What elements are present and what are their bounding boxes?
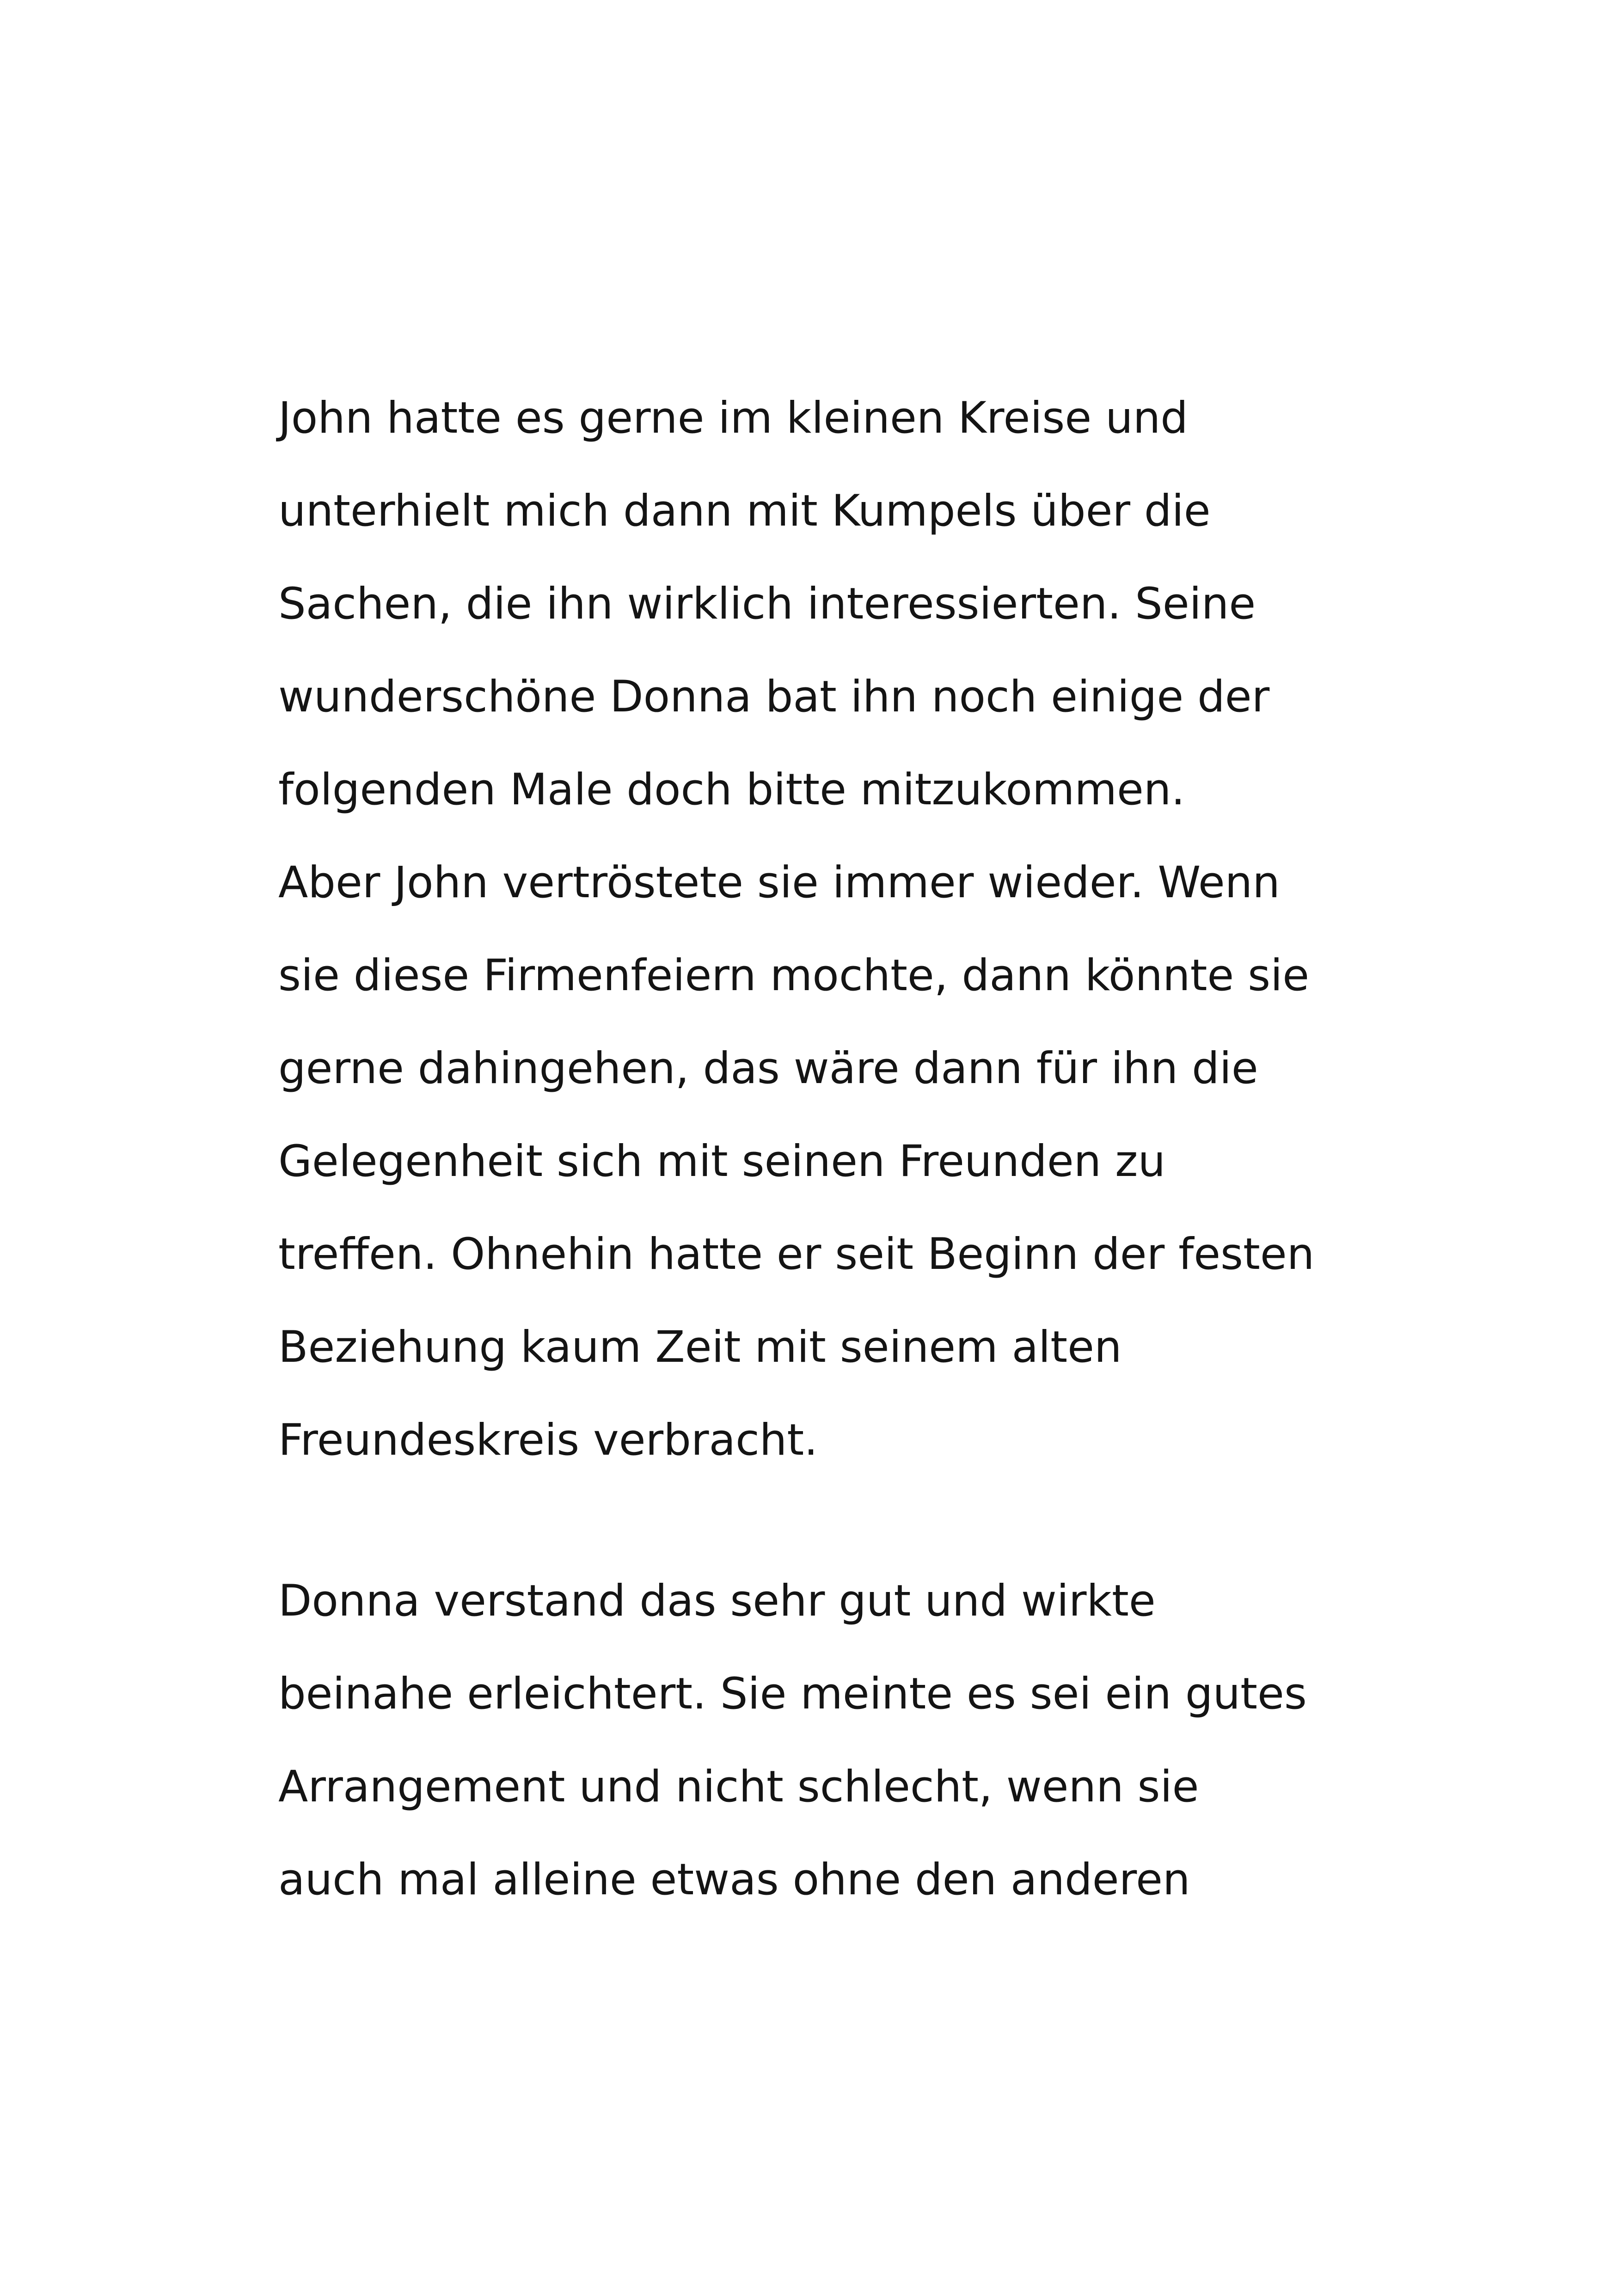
text-line: gerne dahingehen, das wäre dann für ihn die [278, 1043, 1258, 1094]
paragraph-1 [278, 386, 1388, 1501]
text-line: Donna verstand das sehr gut und wirkte [278, 1576, 1156, 1626]
text-line: Gelegenheit sich mit seinen Freunden zu [278, 1136, 1166, 1187]
text-line: treffen. Ohnehin hatte er seit Beginn der festen [278, 1229, 1315, 1280]
text-line: Arrangement und nicht schlecht, wenn sie [278, 1762, 1199, 1812]
text-line: John hatte es gerne im kleinen Kreise und [278, 393, 1188, 443]
text-line: Aber John vertröstete sie immer wieder. Wenn [278, 857, 1280, 908]
paragraph-2 [278, 1569, 1388, 1941]
text-line: auch mal alleine etwas ohne den anderen [278, 1855, 1190, 1905]
text-line: Beziehung kaum Zeit mit seinem alten [278, 1322, 1122, 1372]
text-line: unterhielt mich dann mit Kumpels über die [278, 486, 1211, 536]
text-line: folgenden Male doch bitte mitzukommen. [278, 765, 1185, 815]
text-line: wunderschöne Donna bat ihn noch einige der [278, 672, 1270, 722]
text-line: Freundeskreis verbracht. [278, 1415, 818, 1465]
text-line: beinahe erleichtert. Sie meinte es sei ein gutes [278, 1669, 1307, 1719]
text-line: Sachen, die ihn wirklich interessierten. Seine [278, 579, 1256, 629]
text-line: sie diese Firmenfeiern mochte, dann könnte sie [278, 950, 1310, 1001]
